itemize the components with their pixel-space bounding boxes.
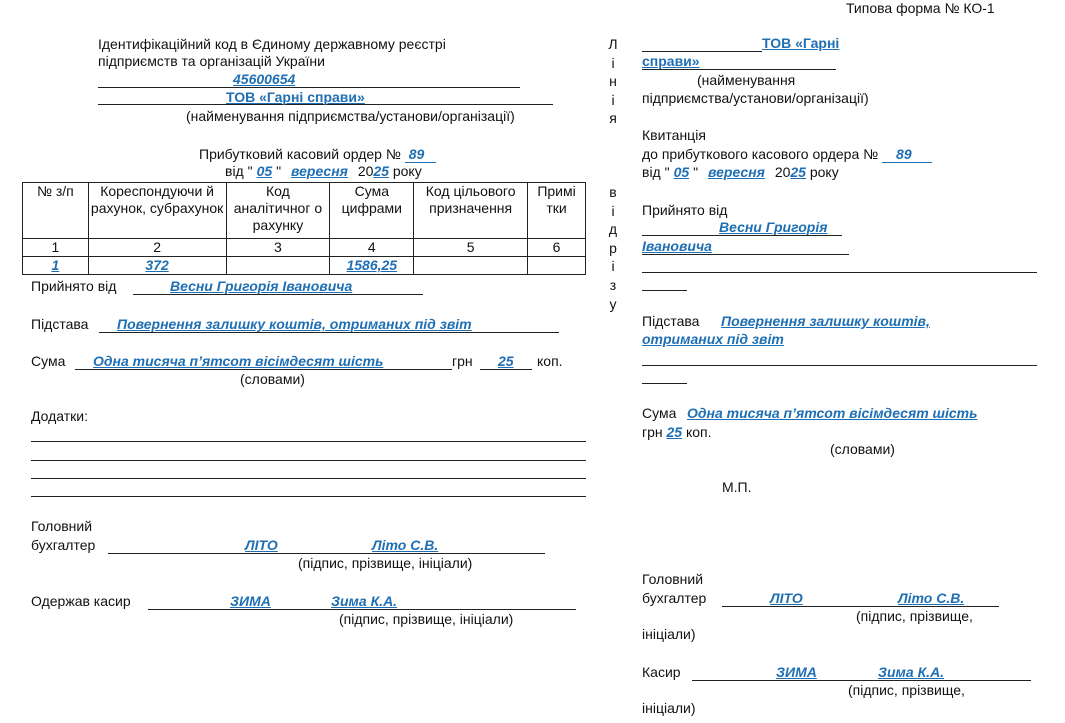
cut-line-letter: і: [611, 202, 615, 219]
cut-line-letter: з: [609, 276, 617, 293]
receipt-basis-line2: отриманих під звіт: [642, 331, 784, 347]
receipt-org-name-line2: справи»: [642, 53, 700, 69]
receipt-basis-line: [642, 365, 1037, 366]
table-header-cell: Код аналітичног о рахунку: [226, 183, 330, 239]
org-name: ТОВ «Гарні справи»: [226, 89, 365, 105]
receipt-cashier-name: Зима К.А.: [878, 664, 945, 680]
receipt-received-label: Прийнято від: [642, 202, 728, 218]
receipt-words-caption: (словами): [830, 441, 895, 457]
sum-grn-label: грн: [452, 353, 473, 369]
table-header-cell: Код цільового призначення: [414, 183, 528, 239]
edrpou-label-line2: підприємств та організацій України: [98, 53, 325, 69]
receipt-cashier-caption-line1: (підпис, прізвище,: [848, 682, 965, 698]
table-cell: 2: [88, 239, 226, 257]
form-title: Типова форма № КО-1: [846, 0, 995, 16]
cut-line-letter: я: [609, 110, 617, 127]
cut-line-letter: в: [609, 184, 617, 200]
receipt-received-from-line2: Івановича: [642, 238, 712, 254]
table-cell: 5: [414, 239, 528, 257]
receipt-basis-line-short: [642, 383, 687, 384]
cut-line-letter: д: [608, 221, 618, 238]
receipt-cashier-signature: ЗИМА: [776, 664, 817, 680]
receipt-sum-kop: 25: [666, 424, 683, 440]
receipt-chief-caption-line1: (підпис, прізвище,: [856, 608, 973, 624]
cut-line-letter: р: [609, 239, 617, 256]
edrpou-label-line1: Ідентифікаційний код в Єдиному державному реєстрі: [98, 36, 446, 52]
chief-accountant-underline: [108, 553, 545, 554]
table-header-cell: Примі тки: [528, 183, 586, 239]
receipt-basis-line1: Повернення залишку коштів,: [721, 313, 930, 329]
table-cell: 1: [23, 239, 89, 257]
chief-accountant-signature: ЛІТО: [245, 537, 278, 553]
received-from-label: Прийнято від: [31, 278, 117, 294]
cut-line-letter: Л: [608, 36, 618, 52]
table-cell: 6: [528, 239, 586, 257]
sum-words-caption: (словами): [240, 371, 305, 387]
receipt-date: від " 05 " вересня 2025 року: [642, 164, 839, 180]
receipt-month: вересня: [708, 164, 765, 180]
attachments-line: [31, 441, 586, 442]
attachments-line: [31, 460, 586, 461]
receipt-day: 05: [673, 164, 690, 180]
attachments-label: Додатки:: [31, 408, 89, 424]
receipt-received-line-short: [642, 290, 687, 291]
receipt-received-from-line1: Весни Григорія: [719, 219, 828, 235]
sum-kop: 25: [498, 353, 514, 369]
edrpou-underline: [98, 87, 520, 88]
edrpou-value: 45600654: [233, 71, 296, 87]
table-number-row: [23, 239, 586, 257]
table-cell: 4: [330, 239, 414, 257]
receipt-order-ref: до прибуткового касового ордера № 89: [642, 146, 932, 163]
cut-line-bottom: [607, 183, 619, 313]
cut-line-letter: н: [609, 73, 617, 90]
cut-line-letter: і: [611, 258, 615, 275]
cut-line-top: [607, 35, 619, 128]
receipt-sum-words: Одна тисяча п’ятсот вісімдесят шість: [687, 405, 978, 421]
order-number: 89: [405, 146, 437, 163]
receipt-chief-label-line2: бухгалтер: [642, 590, 707, 606]
org-name-caption: (найменування підприємства/установи/організації): [186, 108, 515, 124]
order-month: вересня: [291, 163, 348, 179]
chief-accountant-label-line2: бухгалтер: [31, 537, 96, 553]
table-cell: [414, 257, 528, 275]
table-header-cell: Кореспондуючи й рахунок, субрахунок: [88, 183, 226, 239]
sum-kop-label: коп.: [537, 353, 563, 369]
receipt-basis-label: Підстава: [642, 313, 700, 329]
cut-line-letter: і: [611, 54, 615, 71]
receipt-cashier-underline: [692, 680, 1031, 681]
receipt-received-line: [642, 272, 1037, 273]
basis-label: Підстава: [31, 316, 89, 332]
table-header-cell: № з/п: [23, 183, 89, 239]
table-cell: 372: [88, 257, 226, 275]
receipt-chief-signature: ЛІТО: [770, 590, 803, 606]
receipt-cashier-caption-line2: ініціали): [642, 700, 696, 716]
receipt-sum-label: Сума: [642, 405, 677, 421]
table-cell: 1: [23, 257, 89, 275]
table-row: [23, 257, 586, 275]
table-cell: 1586,25: [330, 257, 414, 275]
chief-accountant-name: Літо С.В.: [372, 537, 439, 553]
attachments-line: [31, 478, 586, 479]
sum-words: Одна тисяча п’ятсот вісімдесят шість: [93, 353, 384, 369]
receipt-cashier-label: Касир: [642, 664, 681, 680]
stamp-place: М.П.: [722, 479, 752, 495]
chief-accountant-label-line1: Головний: [31, 518, 93, 534]
received-from-value: Весни Григорія Івановича: [170, 278, 353, 294]
receipt-org-caption-line2: підприємства/установи/організації): [642, 90, 869, 106]
chief-accountant-caption: (підпис, прізвище, ініціали): [298, 555, 473, 571]
receipt-org-caption-line1: (найменування: [697, 72, 796, 88]
sum-label: Сума: [31, 353, 66, 369]
cashier-caption: (підпис, прізвище, ініціали): [339, 611, 514, 627]
receipt-sum-amount: грн 25 коп.: [642, 424, 712, 440]
receipt-org-name-line1: ТОВ «Гарні: [762, 35, 840, 51]
order-title: Прибутковий касовий ордер № 89: [199, 146, 436, 163]
receipt-chief-label-line1: Головний: [642, 571, 704, 587]
receipt-chief-name: Літо С.В.: [898, 590, 965, 606]
order-table: [22, 182, 586, 275]
order-date: від " 05 " вересня 2025 року: [225, 163, 422, 179]
cashier-label: Одержав касир: [31, 593, 131, 609]
basis-value: Повернення залишку коштів, отриманих під звіт: [117, 316, 472, 332]
cashier-name: Зима К.А.: [331, 593, 398, 609]
receipt-org-underline-1: [642, 51, 762, 52]
order-day: 05: [256, 163, 273, 179]
attachments-line: [31, 496, 586, 497]
cut-line-letter: у: [609, 295, 617, 312]
receipt-chief-caption-line2: ініціали): [642, 626, 696, 642]
table-cell: [528, 257, 586, 275]
receipt-year: 25: [790, 164, 806, 180]
table-cell: 3: [226, 239, 330, 257]
receipt-title: Квитанція: [642, 127, 706, 143]
receipt-order-number: 89: [882, 146, 932, 163]
table-header-row: [23, 183, 586, 239]
table-cell: [226, 257, 330, 275]
cashier-signature: ЗИМА: [230, 593, 271, 609]
table-header-cell: Сума цифрами: [330, 183, 414, 239]
order-year: 25: [373, 163, 389, 179]
cut-line-letter: і: [611, 91, 615, 108]
